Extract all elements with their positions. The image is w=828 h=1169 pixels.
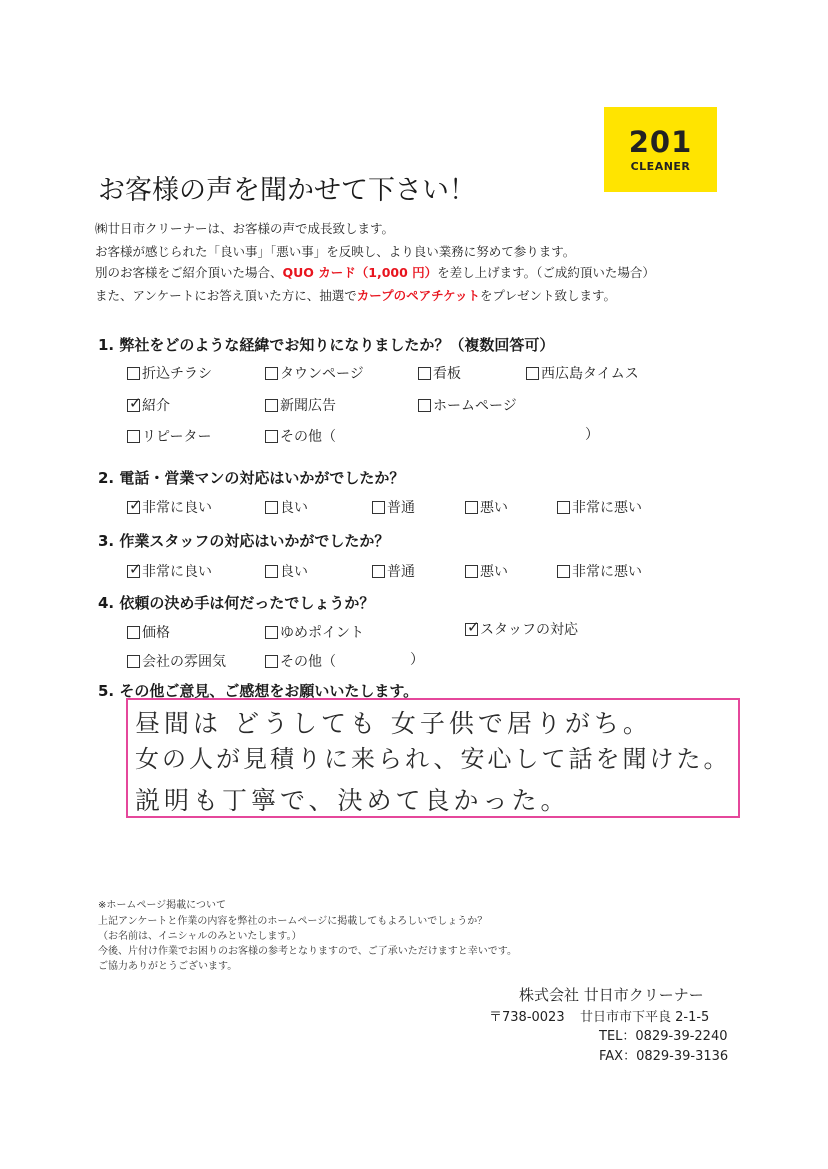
q1-option[interactable] bbox=[265, 395, 336, 415]
checkbox[interactable] bbox=[372, 501, 385, 514]
note-line-1: ※ホームページ掲載について bbox=[98, 900, 226, 911]
checkbox[interactable] bbox=[127, 367, 140, 380]
checkbox[interactable] bbox=[127, 393, 142, 412]
option-label: 良い bbox=[280, 564, 308, 580]
question-3: 3. 作業スタッフの対応はいかがでしたか？ bbox=[98, 532, 390, 550]
checkbox[interactable] bbox=[265, 430, 278, 443]
option-label: タウンページ bbox=[280, 366, 364, 382]
question-5: 5. その他ご意見、ご感想をお願いいたします。 bbox=[98, 682, 419, 700]
company-name: 株式会社 廿日市クリーナー bbox=[519, 986, 704, 1004]
option-label: 会社の雰囲気 bbox=[142, 654, 226, 670]
q1-option[interactable] bbox=[418, 395, 517, 415]
q2-option[interactable] bbox=[265, 497, 308, 517]
q4-option[interactable] bbox=[265, 651, 336, 671]
checkbox[interactable] bbox=[465, 617, 480, 636]
intro-line-3-pre: 別のお客様をご紹介頂いた場合、 bbox=[95, 265, 283, 280]
checkmark-icon: ✓ bbox=[467, 617, 480, 636]
checkbox[interactable] bbox=[127, 655, 140, 668]
intro-line-1: ㈱廿日市クリーナーは、お客様の声で成長致します。 bbox=[95, 221, 395, 236]
option-label: その他（ bbox=[280, 654, 336, 670]
q3-option[interactable] bbox=[372, 561, 415, 581]
checkbox[interactable] bbox=[265, 501, 278, 514]
q4-option[interactable] bbox=[127, 622, 170, 642]
q1-other-close: ） bbox=[585, 427, 599, 443]
option-label: 普通 bbox=[387, 564, 415, 580]
q4-option[interactable] bbox=[127, 651, 226, 671]
quo-card-highlight: QUO カード（1,000 円） bbox=[282, 265, 438, 280]
q2-option[interactable] bbox=[557, 497, 642, 517]
q2-option[interactable] bbox=[372, 497, 415, 517]
option-label: 価格 bbox=[142, 625, 170, 641]
option-label: 非常に悪い bbox=[572, 564, 642, 580]
company-postal: 〒738-0023 bbox=[489, 1010, 565, 1025]
q3-option[interactable] bbox=[265, 561, 308, 581]
answer-line-3: 説明も丁寧で、決めて良かった。 bbox=[135, 786, 570, 815]
checkbox[interactable] bbox=[265, 565, 278, 578]
option-label: ホームページ bbox=[433, 398, 517, 414]
intro-line-4-post: をプレゼント致します。 bbox=[480, 288, 617, 303]
q3-option[interactable] bbox=[557, 561, 642, 581]
note-line-5: ご協力ありがとうございます。 bbox=[98, 961, 238, 972]
checkbox[interactable] bbox=[127, 559, 142, 578]
option-label: 良い bbox=[280, 500, 308, 516]
q1-option[interactable] bbox=[127, 363, 212, 383]
checkbox[interactable] bbox=[557, 501, 570, 514]
checkbox[interactable] bbox=[418, 367, 431, 380]
option-label: ゆめポイント bbox=[280, 625, 364, 641]
option-label: スタッフの対応 bbox=[480, 622, 578, 638]
option-label: 普通 bbox=[387, 500, 415, 516]
checkbox[interactable] bbox=[465, 565, 478, 578]
option-label: 紹介 bbox=[142, 398, 170, 414]
q3-option[interactable] bbox=[127, 561, 212, 581]
q1-option[interactable] bbox=[127, 395, 170, 415]
company-fax: FAX：0829-39-3136 bbox=[599, 1049, 729, 1064]
checkbox[interactable] bbox=[127, 626, 140, 639]
question-1: 1. 弊社をどのような経緯でお知りになりましたか？（複数回答可） bbox=[98, 336, 555, 354]
option-label: 非常に悪い bbox=[572, 500, 642, 516]
intro-line-4 bbox=[95, 286, 616, 304]
checkbox[interactable] bbox=[372, 565, 385, 578]
q4-option[interactable] bbox=[265, 622, 364, 642]
logo-subtitle: CLEANER bbox=[630, 160, 691, 173]
checkbox[interactable] bbox=[465, 501, 478, 514]
checkbox[interactable] bbox=[265, 655, 278, 668]
option-label: リピーター bbox=[142, 429, 212, 445]
checkbox[interactable] bbox=[127, 495, 142, 514]
q1-option[interactable] bbox=[418, 363, 461, 383]
checkbox[interactable] bbox=[127, 430, 140, 443]
checkbox[interactable] bbox=[526, 367, 539, 380]
option-label: 非常に良い bbox=[142, 564, 212, 580]
option-label: 折込チラシ bbox=[142, 366, 212, 382]
q1-option[interactable] bbox=[526, 363, 639, 383]
q3-option[interactable] bbox=[465, 561, 508, 581]
checkbox[interactable] bbox=[265, 367, 278, 380]
q1-option[interactable] bbox=[265, 363, 364, 383]
option-label: 悪い bbox=[480, 500, 508, 516]
question-2: 2. 電話・営業マンの対応はいかがでしたか？ bbox=[98, 469, 405, 487]
checkbox[interactable] bbox=[265, 626, 278, 639]
company-address: 廿日市市下平良 2-1-5 bbox=[580, 1010, 710, 1025]
checkbox[interactable] bbox=[418, 399, 431, 412]
cleaner-logo bbox=[604, 107, 717, 192]
carp-ticket-highlight: カープのペアチケット bbox=[356, 288, 481, 303]
option-label: 非常に良い bbox=[142, 500, 212, 516]
checkbox[interactable] bbox=[557, 565, 570, 578]
answer-line-2: 女の人が見積りに来られ、安心して話を聞けた。 bbox=[135, 745, 731, 773]
note-line-2: 上記アンケートと作業の内容を弊社のホームページに掲載してもよろしいでしょうか？ bbox=[98, 916, 488, 927]
intro-line-3-post: を差し上げます。（ご成約頂いた場合） bbox=[437, 265, 655, 280]
q1-option[interactable] bbox=[127, 426, 211, 446]
logo-number: 201 bbox=[628, 125, 693, 159]
q2-option[interactable] bbox=[127, 497, 212, 517]
q4-other-close: ） bbox=[410, 652, 424, 668]
option-label: その他（ bbox=[280, 429, 336, 445]
note-line-4: 今後、片付け作業でお困りのお客様の参考となりますので、ご了承いただけますと幸いです。 bbox=[98, 946, 517, 957]
intro-line-3 bbox=[95, 263, 655, 281]
note-line-3: （お名前は、イニシャルのみといたします。） bbox=[98, 931, 302, 942]
page-title: お客様の声を聞かせて下さい！ bbox=[98, 175, 476, 206]
option-label: 看板 bbox=[433, 366, 461, 382]
checkbox[interactable] bbox=[265, 399, 278, 412]
option-label: 新聞広告 bbox=[280, 398, 336, 414]
checkmark-icon: ✓ bbox=[129, 495, 142, 514]
option-label: 西広島タイムス bbox=[541, 366, 639, 382]
company-tel: TEL：0829-39-2240 bbox=[599, 1029, 728, 1044]
answer-line-1: 昼間は どうしても 女子供で居りがち。 bbox=[135, 709, 652, 738]
q1-option[interactable] bbox=[265, 426, 336, 446]
checkmark-icon: ✓ bbox=[129, 559, 142, 578]
q2-option[interactable] bbox=[465, 497, 508, 517]
checkmark-icon: ✓ bbox=[129, 393, 142, 412]
option-label: 悪い bbox=[480, 564, 508, 580]
question-4: 4. 依頼の決め手は何だったでしょうか？ bbox=[98, 594, 375, 612]
intro-line-4-pre: また、アンケートにお答え頂いた方に、抽選で bbox=[95, 288, 357, 303]
intro-line-2: お客様が感じられた「良い事」「悪い事」を反映し、より良い業務に努めて参ります。 bbox=[95, 244, 576, 259]
q4-option[interactable] bbox=[465, 619, 578, 639]
